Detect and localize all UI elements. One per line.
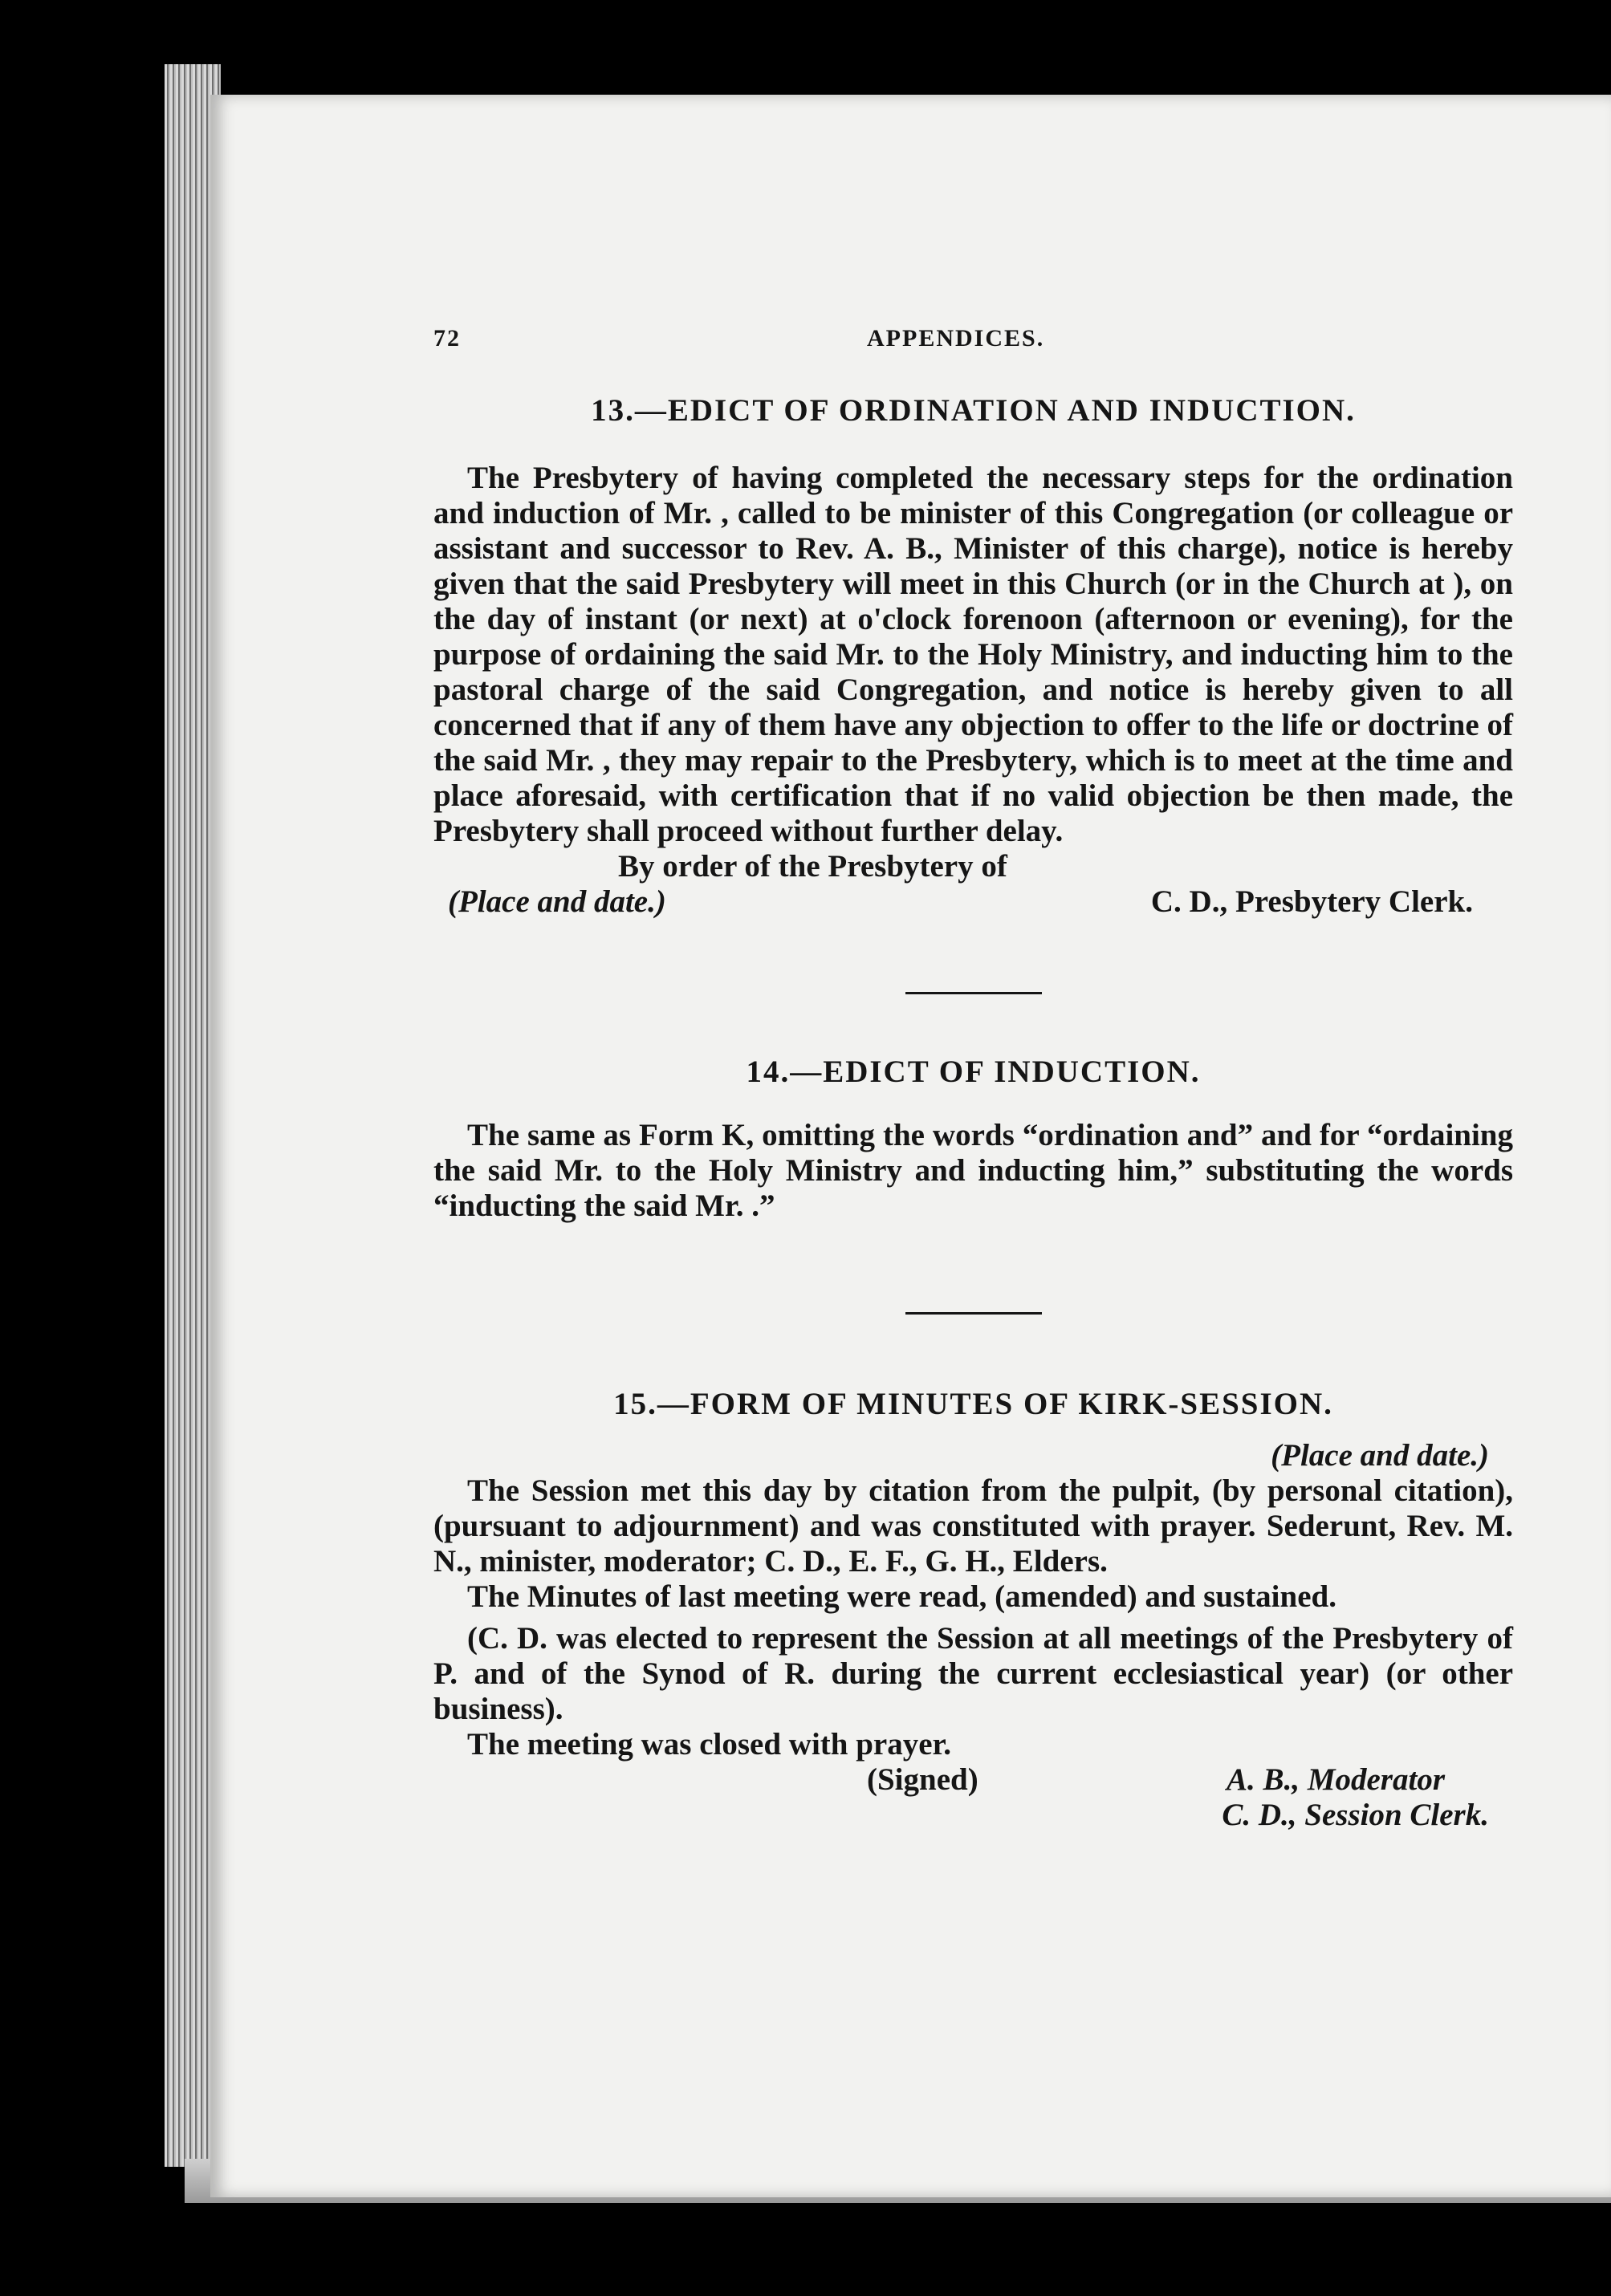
- section-14-body: The same as Form K, omitting the words “ordination and” and for “ordaining the said Mr. to the Holy Ministry and inducting him,” substituting the words “inducting the said Mr. .”: [433, 1118, 1513, 1223]
- section-15-para-3: (C. D. was elected to represent the Session at all meetings of the Presbytery of P. and of the Synod of R. during the current ecclesiastical year) (or other business).: [433, 1621, 1513, 1726]
- section-14: [433, 1055, 1513, 1224]
- section-divider: [905, 1312, 1042, 1315]
- section-15-para-1: The Session met this day by citation from the pulpit, (by personal citation), (pursuant to adjournment) and was constituted with prayer. Sederunt, Rev. M. N., minister, moderator; C. D., E. F., G. H., Elders.: [433, 1473, 1513, 1579]
- page-header: [433, 321, 1513, 369]
- section-15-para-4: The meeting was closed with prayer.: [467, 1727, 952, 1762]
- section-15-para-2: The Minutes of last meeting were read, (amended) and sustained.: [467, 1579, 1336, 1614]
- section-13: [433, 393, 1513, 920]
- page-number: 72: [433, 325, 461, 352]
- section-13-title: 13.—EDICT OF ORDINATION AND INDUCTION.: [591, 393, 1356, 428]
- page-text: [433, 321, 1513, 1833]
- section-13-body: The Presbytery of having completed the necessary steps for the ordination and induction of Mr. , called to be minister of this Congregation (or colleague or assistant and successor to Rev. A. B., Minister of this charge), notice is hereby given that the said Presbytery will meet in this Church (or in the Church at ), on the day of instant (or next) at o'clock forenoon (afternoon or evening), for the purpose of ordaining the said Mr. to the Holy Ministry, and inducting him to the pastoral charge of the said Congregation, and notice is hereby given to all concerned that if any of them have any objection to offer to the life or doctrine of the said Mr. , they may repair to the Presbytery, which is to meet at the time and place aforesaid, with certification that if no valid objection be then made, the Presbytery shall proceed without further delay.: [433, 461, 1513, 848]
- section-13-signature-row: [433, 884, 1513, 920]
- section-14-title: 14.—EDICT OF INDUCTION.: [746, 1055, 1201, 1089]
- signed-label: (Signed): [867, 1762, 978, 1797]
- section-15-signature-row: [433, 1762, 1513, 1798]
- section-13-signature: C. D., Presbytery Clerk.: [1150, 884, 1473, 919]
- section-divider: [905, 992, 1042, 994]
- moderator-signature: A. B., Moderator: [1227, 1762, 1445, 1797]
- clerk-signature: C. D., Session Clerk.: [1222, 1798, 1489, 1832]
- section-13-place-date: (Place and date.): [448, 884, 666, 919]
- running-head: APPENDICES.: [867, 325, 1045, 352]
- section-15-title: 15.—FORM OF MINUTES OF KIRK-SESSION.: [613, 1387, 1333, 1421]
- section-13-order-line: By order of the Presbytery of: [618, 849, 1007, 884]
- section-15-place-date: (Place and date.): [1271, 1438, 1489, 1473]
- section-15: [433, 1387, 1513, 1833]
